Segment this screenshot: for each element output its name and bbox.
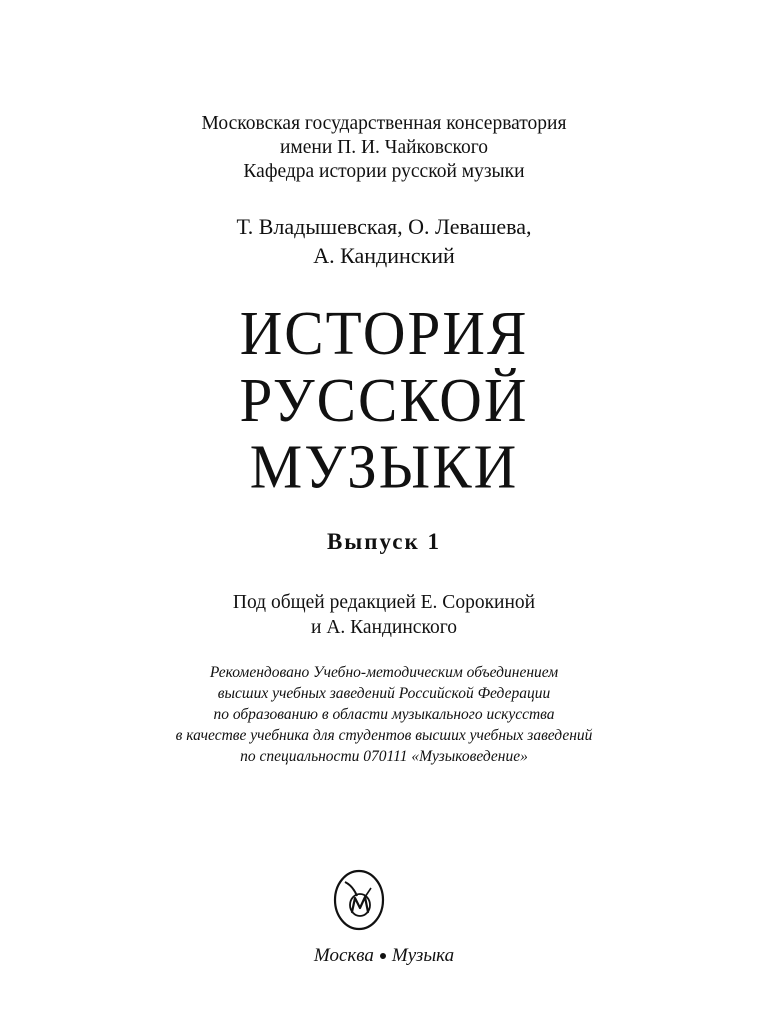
issue-number: Выпуск 1	[326, 529, 442, 554]
institution-named-after: имени П. И. Чайковского	[279, 137, 489, 158]
separator-dot-icon	[380, 953, 386, 959]
editors-line-2: и А. Кандинского	[311, 617, 457, 638]
recommendation-note	[0, 662, 768, 767]
institution-heading	[0, 112, 768, 184]
book-title-line-2: РУССКОЙ	[239, 364, 529, 435]
recommendation-line-2: высших учебных заведений Российской Федерации	[217, 685, 551, 702]
book-title	[0, 297, 768, 502]
authors-line-2: А. Кандинский	[313, 243, 455, 268]
imprint-publisher: Музыка	[391, 945, 455, 966]
authors	[0, 212, 768, 270]
recommendation-line-5: по специальности 070111 «Музыковедение»	[240, 748, 528, 765]
institution-name: Московская государственная консерватория	[201, 113, 567, 134]
publisher-logo-icon	[331, 868, 387, 932]
book-title-line-1: ИСТОРИЯ	[239, 297, 529, 368]
editors-line-1: Под общей редакцией Е. Сорокиной	[232, 592, 536, 613]
recommendation-line-3: по образованию в области музыкального искусства	[213, 706, 555, 723]
authors-line-1: Т. Владышевская, О. Левашева,	[236, 214, 532, 239]
book-title-line-3: МУЗЫКИ	[249, 431, 519, 502]
imprint	[0, 944, 768, 968]
recommendation-line-4: в качестве учебника для студентов высших учебных заведений	[175, 727, 593, 744]
imprint-city: Москва	[313, 945, 374, 966]
editors	[0, 590, 768, 640]
recommendation-line-1: Рекомендовано Учебно-методическим объединением	[209, 664, 559, 681]
department-name: Кафедра истории русской музыки	[243, 161, 525, 182]
